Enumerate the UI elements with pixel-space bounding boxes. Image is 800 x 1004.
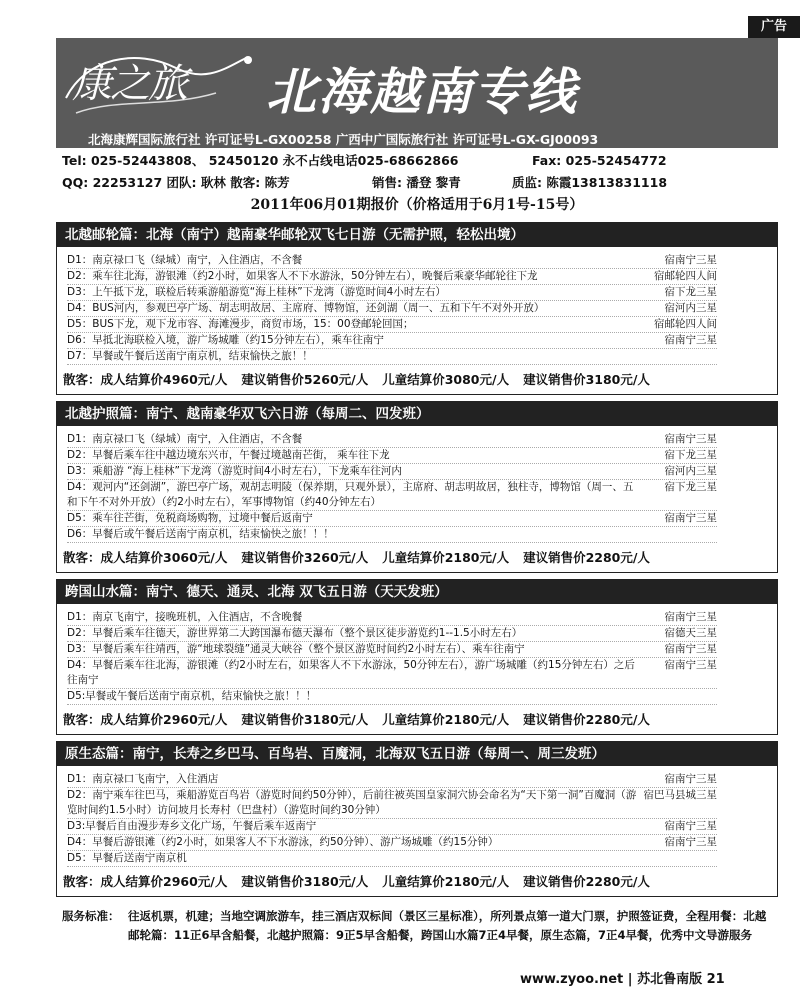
day-text: D5：乘车往芒街，免税商场购物，过境中餐后返南宁 (67, 512, 313, 524)
day-text: D1：南京飞南宁，接晚班机，入住酒店，不含晚餐 (67, 611, 303, 623)
price-item: 散客：成人结算价2960元/人 (63, 874, 228, 889)
price-item: 儿童结算价2180元/人 (382, 550, 510, 565)
day-hotel: 宿下龙三星 (664, 286, 717, 298)
day-hotel: 宿巴马县城三星 (643, 789, 717, 801)
day-text: D1：南京禄口飞（绿城）南宁，入住酒店，不含餐 (67, 254, 303, 266)
itinerary-day (67, 480, 717, 511)
license-line: 北海康辉国际旅行社 许可证号L-GX00258 广西中广国际旅行社 许可证号L-GX-GJ00093 (88, 132, 599, 147)
day-hotel: 宿南宁三星 (664, 433, 717, 445)
itinerary-day (67, 253, 717, 269)
itinerary-day (67, 511, 717, 527)
price-item: 儿童结算价3080元/人 (382, 372, 510, 387)
day-text: D3：早餐后乘车往靖西，游“地球裂缝”通灵大峡谷（整个景区游览时间约2小时左右）、乘车往南宁 (67, 643, 525, 655)
day-hotel: 宿南宁三星 (664, 512, 717, 524)
itinerary (67, 610, 717, 705)
tour-section (56, 222, 778, 395)
price-item: 儿童结算价2180元/人 (382, 874, 510, 889)
price-line (57, 867, 777, 896)
price-line (57, 543, 777, 572)
day-text: D5:早餐或午餐后送南宁南京机，结束愉快之旅！！！ (67, 690, 317, 702)
itinerary (67, 432, 717, 543)
day-text: D4：早餐后游银滩（约2小时，如果客人不下水游泳，约50分钟）、游广场城雕（约15分钟） (67, 836, 499, 848)
service-label: 服务标准： (62, 909, 120, 923)
tel-line: Tel: 025-52443808、 52450120 永不占线电话025-68662866 (62, 153, 459, 168)
price-item: 建议销售价3180元/人 (523, 372, 650, 387)
itinerary-day (67, 819, 717, 835)
section-title: 北越邮轮篇：北海（南宁）越南豪华邮轮双飞七日游（无需护照，轻松出境） (57, 223, 777, 247)
day-text: D5：早餐后送南宁南京机 (67, 852, 187, 864)
day-hotel: 宿南宁三星 (664, 773, 717, 785)
logo: 康之旅 (72, 61, 186, 107)
day-hotel (637, 689, 717, 704)
tour-section (56, 579, 778, 735)
itinerary-day (67, 285, 717, 301)
day-text: D7：早餐或午餐后送南宁南京机，结束愉快之旅！！ (67, 350, 313, 362)
header-banner (56, 38, 778, 148)
day-text: D4：早餐后乘车往北海，游银滩（约2小时左右，如果客人不下水游泳，50分钟左右），游广场城雕（约15分钟左右）之后往南宁 (67, 659, 635, 686)
day-text: D4：BUS河内，参观巴亭广场、胡志明故居、主席府、博物馆，还剑湖（周一、五和下午不对外开放） (67, 302, 545, 314)
day-hotel: 宿南宁三星 (664, 254, 717, 266)
price-item: 建议销售价2280元/人 (523, 874, 650, 889)
day-hotel: 宿邮轮四人间 (654, 318, 717, 330)
day-hotel: 宿南宁三星 (664, 611, 717, 623)
day-hotel (637, 349, 717, 364)
itinerary-day (67, 527, 717, 543)
itinerary-day (67, 269, 717, 285)
price-line (57, 705, 777, 734)
day-hotel: 宿河内三星 (664, 302, 717, 314)
footer: www.zyoo.net | 苏北鲁南版 21 (520, 972, 725, 987)
day-hotel: 宿下龙三星 (664, 449, 717, 461)
day-text: D6：早餐后或午餐后送南宁南京机，结束愉快之旅！！！ (67, 528, 334, 540)
service-text: 往返机票，机建；当地空调旅游车，挂三酒店双标间（景区三星标准），所列景点第一道大门票，护照签证费，全程用餐：北越邮轮篇：11正6早含船餐，北越护照篇：9正5早含船餐，跨国山水篇7正4早餐，原生态篇，7正4早餐，优秀中文导游服务 (128, 909, 767, 942)
itinerary (67, 772, 717, 867)
itinerary-day (67, 317, 717, 333)
price-item: 建议销售价5260元/人 (241, 372, 369, 387)
page (56, 38, 778, 949)
itinerary-day (67, 788, 717, 819)
price-date: 2011年06月01期报价（价格适用于6月1号-15号） (250, 197, 584, 213)
footer-site: www.zyoo.net (520, 972, 624, 987)
day-hotel: 宿下龙三星 (664, 481, 717, 493)
itinerary-day (67, 642, 717, 658)
price-item: 建议销售价3180元/人 (241, 712, 369, 727)
section-title: 原生态篇：南宁，长寿之乡巴马、百鸟岩、百魔洞，北海双飞五日游（每周一、周三发班） (57, 742, 777, 766)
price-item: 散客：成人结算价2960元/人 (63, 712, 228, 727)
itinerary-day (67, 333, 717, 349)
price-line (57, 365, 777, 394)
day-text: D2：乘车往北海，游银滩（约2小时，如果客人不下水游泳，50分钟左右），晚餐后乘豪华邮轮往下龙 (67, 270, 538, 282)
page-title: 北海越南专线 (266, 63, 578, 121)
price-item: 儿童结算价2180元/人 (382, 712, 510, 727)
tour-section (56, 401, 778, 573)
itinerary-day (67, 851, 717, 867)
itinerary-day (67, 301, 717, 317)
day-text: D2：南宁乘车往巴马，乘船游览百鸟岩（游览时间约50分钟），后前往被英国皇家洞穴协会命名为“天下第一洞”百魔洞（游览时间约1.5小时）访问坡月长寿村（巴盘村）（游览时间约30分钟） (67, 789, 637, 816)
itinerary-day (67, 349, 717, 365)
itinerary-day (67, 448, 717, 464)
itinerary (67, 253, 717, 365)
day-hotel: 宿河内三星 (664, 465, 717, 477)
day-hotel: 宿邮轮四人间 (654, 270, 717, 282)
price-item: 散客：成人结算价4960元/人 (63, 372, 228, 387)
footer-edition: 苏北鲁南版 (637, 972, 703, 987)
price-item: 建议销售价2280元/人 (523, 550, 650, 565)
day-text: D3：乘船游 “海上桂林”下龙湾（游览时间4小时左右），下龙乘车往河内 (67, 465, 402, 477)
itinerary-day (67, 689, 717, 705)
day-hotel: 宿南宁三星 (664, 659, 717, 671)
sales-line: 销售: 潘登 黎青 (372, 175, 461, 190)
qc-line: 质监: 陈霞13813831118 (512, 175, 668, 190)
price-item: 建议销售价3180元/人 (241, 874, 369, 889)
day-text: D2：早餐后乘车往德天，游世界第二大跨国瀑布德天瀑布（整个景区徒步游览约1--1.5小时左右） (67, 627, 523, 639)
day-text: D1：南京禄口飞（绿城）南宁，入住酒店，不含餐 (67, 433, 303, 445)
day-hotel: 宿南宁三星 (664, 820, 717, 832)
itinerary-day (67, 658, 717, 689)
price-item: 建议销售价3260元/人 (241, 550, 369, 565)
day-hotel: 宿南宁三星 (664, 836, 717, 848)
day-text: D1：南京禄口飞南宁，入住酒店 (67, 773, 219, 785)
section-title: 跨国山水篇：南宁、德天、通灵、北海 双飞五日游（天天发班） (57, 580, 777, 604)
itinerary-day (67, 626, 717, 642)
day-hotel: 宿德天三星 (664, 627, 717, 639)
footer-page: 21 (706, 972, 725, 987)
itinerary-day (67, 464, 717, 480)
fax-line: Fax: 025-52454772 (532, 153, 667, 168)
price-item: 散客：成人结算价3060元/人 (63, 550, 228, 565)
day-hotel (637, 527, 717, 542)
price-item: 建议销售价2280元/人 (523, 712, 650, 727)
tour-section (56, 741, 778, 897)
service-standard (56, 903, 778, 949)
ad-tag: 广告 (748, 16, 800, 38)
day-hotel (637, 851, 717, 866)
day-text: D2：早餐后乘车往中越边境东兴市，午餐过境越南芒街， 乘车往下龙 (67, 449, 390, 461)
day-text: D3：上午抵下龙，联检后转乘游船游览“海上桂林”下龙湾（游览时间4小时左右） (67, 286, 446, 298)
day-hotel: 宿南宁三星 (664, 643, 717, 655)
qq-line: QQ: 22253127 团队: 耿林 散客: 陈芳 (62, 175, 290, 190)
day-text: D4：观河内“还剑湖”，游巴亭广场，观胡志明陵（保养期，只观外景），主席府、胡志明故居，独柱寺，博物馆（周一、五和下午不对外开放）（约2小时左右），军事博物馆（约40分钟左右） (67, 481, 634, 508)
itinerary-day (67, 610, 717, 626)
itinerary-day (67, 835, 717, 851)
section-title: 北越护照篇：南宁、越南豪华双飞六日游（每周二、四发班） (57, 402, 777, 426)
day-text: D6：早抵北海联检入境，游广场城雕（约15分钟左右），乘车往南宁 (67, 334, 384, 346)
contacts (56, 148, 778, 194)
itinerary-day (67, 432, 717, 448)
tour-sections (56, 222, 778, 897)
day-text: D3:早餐后自由漫步寿乡文化广场，午餐后乘车返南宁 (67, 820, 317, 832)
day-text: D5：BUS下龙，观下龙市容、海滩漫步，商贸市场，15：00登邮轮回国； (67, 318, 414, 330)
day-hotel: 宿南宁三星 (664, 334, 717, 346)
itinerary-day (67, 772, 717, 788)
